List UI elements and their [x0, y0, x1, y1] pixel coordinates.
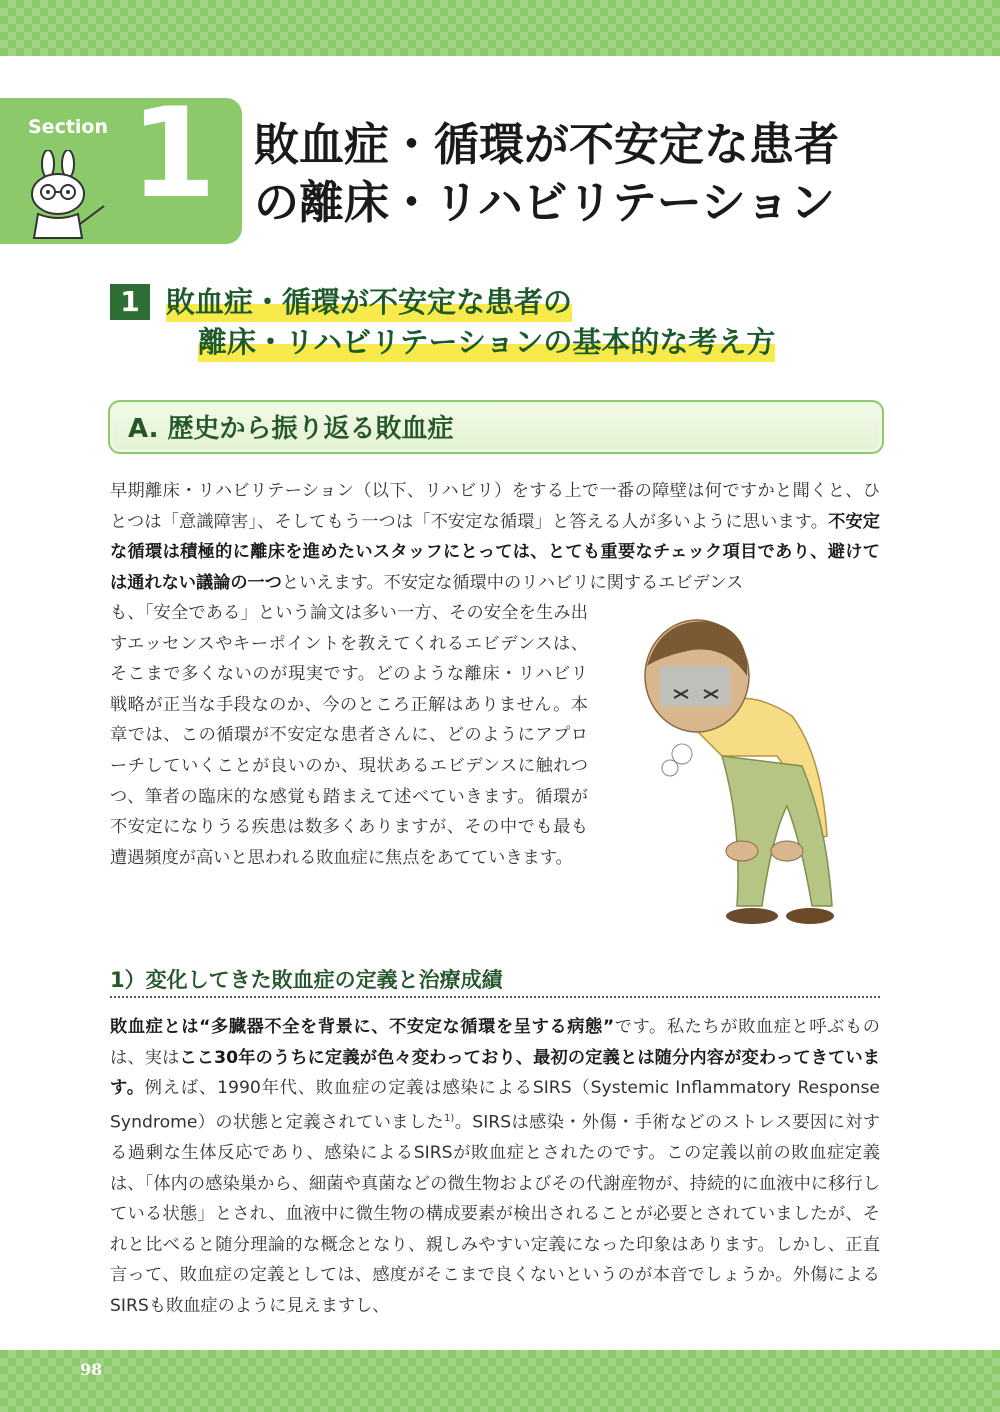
section-label: Section [28, 116, 109, 138]
para3-bold-1: 敗血症とは“多臓器不全を背景に、不安定な循環を呈する病態” [110, 1017, 615, 1037]
heading3-title: 1）変化してきた敗血症の定義と治療成績 [110, 968, 503, 992]
para3-bold-2: ここ30年のうちに定義が色々変わっており、最初の定義とは随分内容が変わってきています。 [110, 1047, 880, 1099]
section-number: 1 [130, 82, 217, 226]
para1-text-2: といえます。不安定な循環中のリハビリに関するエビデンス [281, 572, 744, 593]
paragraph-3 [110, 1012, 880, 1322]
paragraph-2: も、「安全である」という論文は多い一方、その安全を生み出すエッセンスやキーポイントを教えてくれるエビデンスは、そこまで多くないのが現実です。どのような離床・リハビリ戦略が正当な手段なのか、今のところ正解はありません。本章では、この循環が不安定な患者さんに、どのようにアプローチしていくことが良いのか、現状あるエビデンスに触れつつ、筆者の臨床的な感覚も踏まえて述べていきます。循環が不安定になりうる疾患は数多くありますが、その中でも最も遭遇頻度が高いと思われる敗血症に焦点をあてていきます。 [110, 603, 588, 868]
para1-bold-1: 不安定な循環は積極的に離床を進めたいスタッフにとっては、とても重要なチェック項目であり、避けては通れない議論の一つ [110, 511, 880, 593]
section-title-line1: 敗血症・循環が不安定な患者 [254, 118, 840, 171]
top-pattern-band [0, 0, 1000, 56]
page-number: 98 [80, 1360, 103, 1379]
heading3-dotted-rule [110, 996, 880, 998]
para1-text-1: 早期離床・リハビリテーション（以下、リハビリ）をする上で一番の障壁は何ですかと聞くと、ひとつは「意識障害」、そしてもう一つは「不安定な循環」と答える人が多いように思います。 [110, 481, 880, 532]
heading1-line1: 敗血症・循環が不安定な患者の [166, 282, 572, 322]
para3-text-1: です。私たちが敗血症と呼ぶものは、実は [110, 1017, 880, 1068]
section-title-line2: の離床・リハビリテーション [254, 176, 835, 229]
para3-text-3: 。SIRSは感染・外傷・手術などのストレス要因に対する過剰な生体反応であり、感染によるSIRSが敗血症とされたのです。この定義以前の敗血症定義は、「体内の感染巣から、細菌や真菌などの微生物およびその代謝産物が、持続的に血液中に移行している状態」とされ、血液中に微生物の構成要素が検出されることが必要とされていましたが、それと比べると随分理論的な概念となり、親しみやすい定義になった印象はあります。しかし、正直言って、敗血症の定義としては、感度がそこまで良くないというのが本音でしょうか。外傷によるSIRSも敗血症のように見えますし、 [110, 1112, 880, 1317]
paragraph-1 [110, 476, 880, 598]
dizzy-patient-illustration-icon [612, 606, 852, 926]
heading2-title: A. 歴史から振り返る敗血症 [128, 414, 454, 444]
heading1-line2: 離床・リハビリテーションの基本的な考え方 [198, 322, 775, 362]
reference-superscript: 1) [444, 1112, 455, 1124]
heading1-number: 1 [110, 284, 150, 320]
section-title [254, 116, 974, 232]
bottom-pattern-band [0, 1350, 1000, 1412]
para3-text-2: 例えば、1990年代、敗血症の定義は感染によるSIRS（Systemic Inflammatory Response Syndrome）の状態と定義されていました [110, 1078, 881, 1133]
rabbit-mascot-icon [18, 150, 108, 240]
